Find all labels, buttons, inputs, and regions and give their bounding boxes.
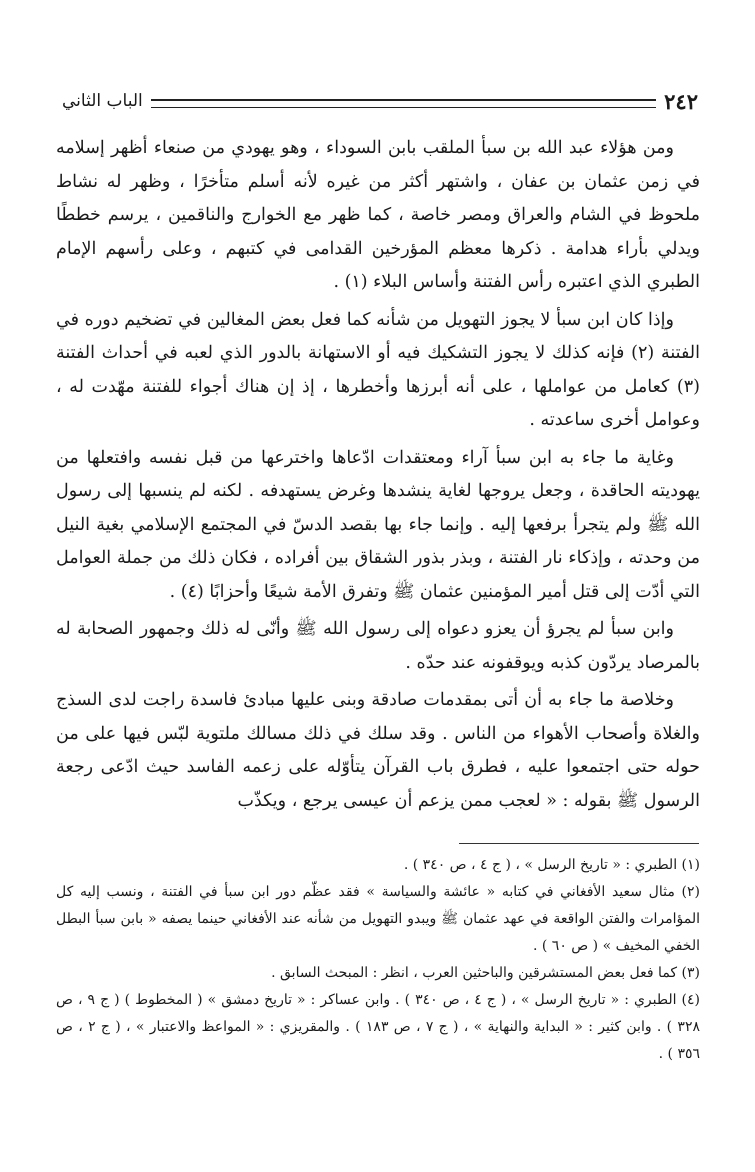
footnote: (٣) كما فعل بعض المستشرقين والباحثين العرب ، انظر : المبحث السابق . — [271, 965, 700, 981]
page-header — [62, 86, 698, 116]
paragraph: ومن هؤلاء عبد الله بن سبأ الملقب بابن السوداء ، وهو يهودي من صنعاء أظهر إسلامه في زمن عثمان بن عفان ، واشتهر أكثر من غيره لأنه أسلم متأخرًا ، وظهر له نشاط ملحوظ في الشام والعراق ومصر خاصة ، كما ظهر مع الخوارج والناقمين ، يرسم خططًا ويدلي بأراء هدامة . ذكرها معظم المؤرخين القدامى في كتبهم ، وعلى رأسهم الإمام الطبري الذي اعتبره رأس الفتنة وأساس البلاء (١) . — [56, 138, 700, 292]
main-text — [56, 132, 700, 822]
page-number: ٢٤٢ — [664, 88, 698, 114]
paragraph: وإذا كان ابن سبأ لا يجوز التهويل من شأنه كما فعل بعض المغالين في تضخيم دوره في الفتنة (٢) فإنه كذلك لا يجوز التشكيك فيه أو الاستهانة بالدور الذي لعبه في أحداث الفتنة (٣) كعامل من عواملها ، على أنه أبرزها وأخطرها ، إذ إن هناك أجواء للفتنة مهّدت له ، وعوامل أخرى ساعدته . — [56, 309, 701, 430]
footnote: (١) الطبري : « تاريخ الرسل » ، ( ج ٤ ، ص ٣٤٠ ) . — [403, 857, 700, 873]
paragraph: وغاية ما جاء به ابن سبأ آراء ومعتقدات ادّعاها واخترعها من قبل نفسه وافتعلها من يهوديته الحاقدة ، وجعل يروجها لغاية ينشدها وغرض يستهدفه . لكنه لم ينسبها إلى رسول الله ﷺ ولم يتجرأ برفعها إليه . وإنما جاء بها بقصد الدسّ في المجتمع الإسلامي بغية النيل من وحدته ، وإذكاء نار الفتنة ، وبذر بذور الشقاق بين أفراده ، فكان ذلك من جملة العوامل التي أدّت إلى قتل أمير المؤمنين عثمان ﷺ وتفرق الأمة شيعًا وأحزابًا (٤) . — [56, 447, 700, 602]
paragraph: وخلاصة ما جاء به أن أتى بمقدمات صادقة وبنى عليها مبادئ فاسدة راجت لدى السذج والغلاة وأصحاب الأهواء من الناس . وقد سلك في ذلك مسالك ملتوية لبّس فيها على من حوله حتى اجتمعوا عليه ، فطرق باب القرآن يتأوّله على زعمه الفاسد حيث ادّعى رجعة الرسول ﷺ بقوله : « لعجب ممن يزعم أن عيسى يرجع ، ويكذّب — [56, 690, 700, 811]
footnotes — [56, 852, 700, 1068]
chapter-title: الباب الثاني — [62, 91, 143, 111]
footnote: (٤) الطبري : « تاريخ الرسل » ، ( ج ٤ ، ص ٣٤٠ ) . وابن عساكر : « تاريخ دمشق » ( المخطوط ) ( ج ٩ ، ص ٣٢٨ ) . وابن كثير : « البداية والنهاية » ، ( ج ٧ ، ص ١٨٣ ) . والمقريزي : « المواعظ والاعتبار » ، ( ج ٢ ، ص ٣٥٦ ) . — [56, 992, 701, 1062]
footnote: (٢) مثال سعيد الأفغاني في كتابه « عائشة والسياسة » فقد عظّم دور ابن سبأ في الفتنة ، ونسب إليه كل المؤامرات والفتن الواقعة في عهد عثمان ﷺ ويبدو التهويل من شأنه عند الأفغاني حينما يصفه « بابن سبأ البطل الخفي المخيف » ( ص ٦٠ ) . — [56, 884, 700, 954]
paragraph: وابن سبأ لم يجرؤ أن يعزو دعواه إلى رسول الله ﷺ وأنّى له ذلك وجمهور الصحابة له بالمرصاد يردّون كذبه ويوقفونه عند حدّه . — [56, 619, 700, 673]
footnote-divider — [459, 843, 699, 844]
header-rule — [151, 99, 656, 108]
